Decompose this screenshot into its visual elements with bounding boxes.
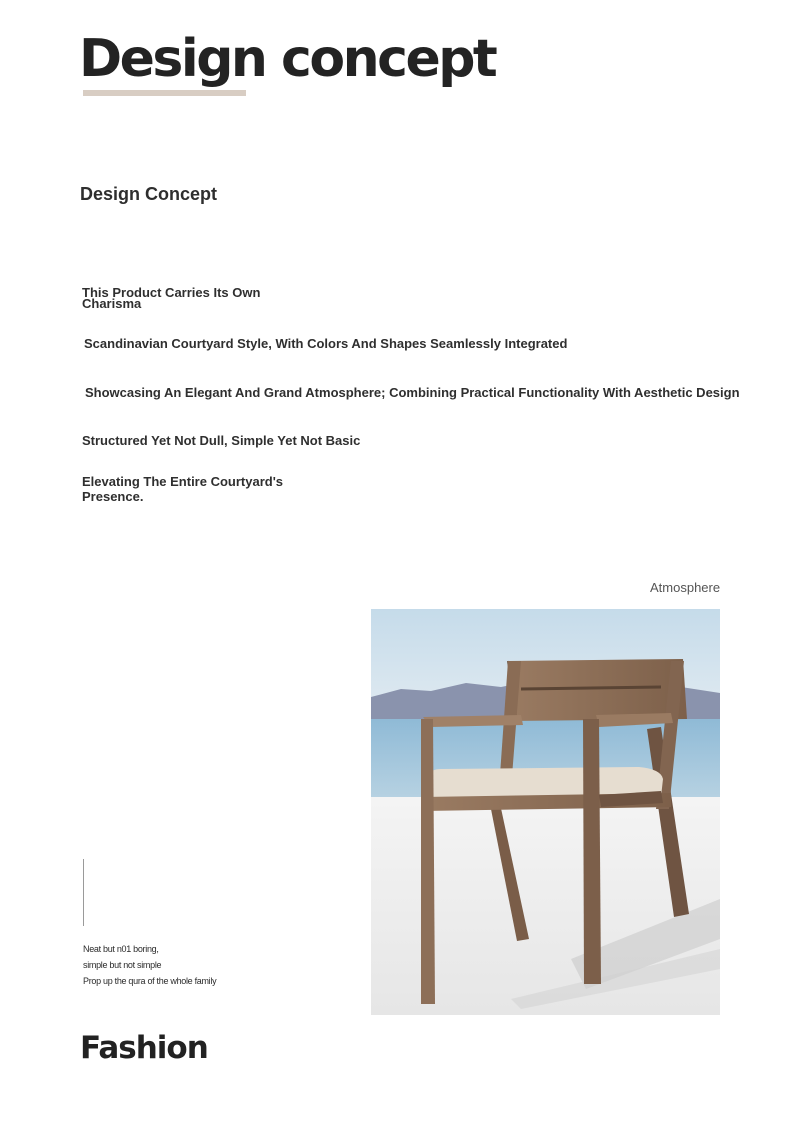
photo-caption: Atmosphere — [650, 580, 721, 595]
chair-photo — [371, 609, 720, 1015]
note-line: simple but not simple — [83, 960, 162, 970]
vertical-divider — [83, 859, 84, 926]
note-line: Prop up the qura of the whole family — [83, 976, 217, 986]
page-title: Design concept — [79, 29, 496, 89]
notes-block — [83, 941, 216, 989]
note-line: Neat but n01 boring, — [83, 944, 159, 954]
feature-courtyard-presence: Elevating The Entire Courtyard's Presence. — [82, 474, 284, 504]
title-underline — [83, 90, 246, 96]
footer-title: Fashion — [80, 1030, 208, 1066]
feature-elegant-atmosphere: Showcasing An Elegant And Grand Atmosphere; Combining Practical Functionality With Aesthetic Design — [85, 385, 740, 400]
feature-charisma: This Product Carries Its Own Charisma — [82, 285, 261, 311]
feature-structured-simple: Structured Yet Not Dull, Simple Yet Not Basic — [82, 433, 361, 448]
feature-scandinavian-style: Scandinavian Courtyard Style, With Colors And Shapes Seamlessly Integrated — [84, 336, 568, 351]
section-heading: Design Concept — [80, 184, 218, 204]
